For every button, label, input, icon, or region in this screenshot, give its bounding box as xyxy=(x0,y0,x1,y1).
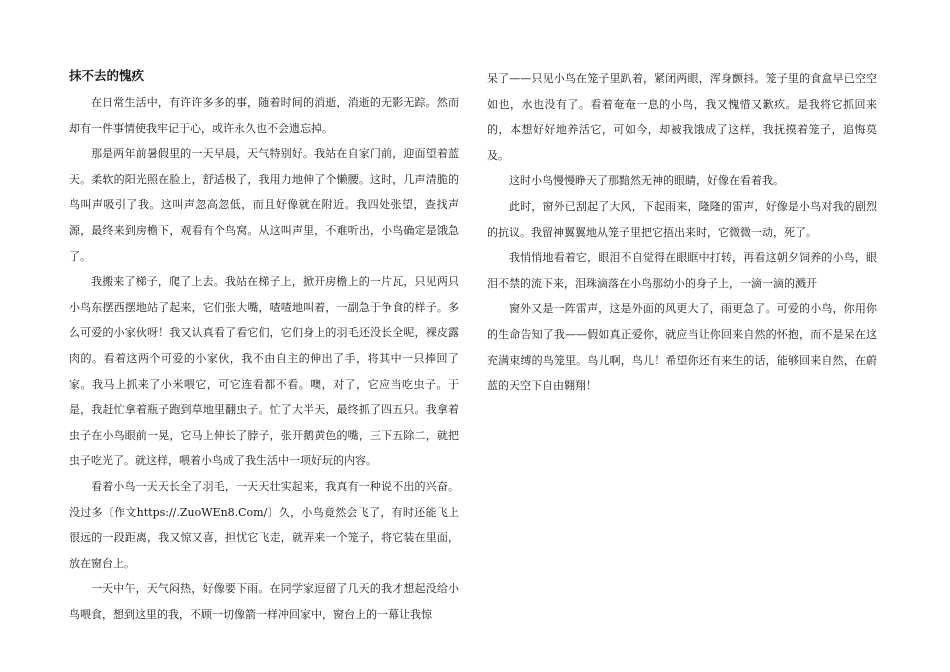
paragraph-7: 此时，窗外已刮起了大风，下起雨来，隆隆的雷声，好像是小鸟对我的剧烈的抗议。我留神翼翼地从笼子里把它捂出来时，它微微一动，死了。 xyxy=(487,199,877,239)
paragraph-9: 窗外又是一阵雷声，这是外面的风更大了，雨更急了。可爱的小鸟，你用你的生命告知了我——假如真正爱你，就应当让你回来自然的怀抱，而不是呆在这充满束缚的鸟笼里。鸟儿啊，鸟儿！希望你还有来生的话，能够回来自然，在蔚蓝的天空下自由翱翔！ xyxy=(487,302,877,393)
paragraph-5-continuation: 呆了——只见小鸟在笼子里趴着，紧闭两眼，浑身颤抖。笼子里的食盒早已空空如也，水也没有了。看着奄奄一息的小鸟，我又愧惜又歉疚。是我将它抓回来的，本想好好地养活它，可如今，却被我饿成了这样，我抚摸着笼子，追悔莫及。 xyxy=(487,72,877,162)
paragraph-2: 那是两年前暑假里的一天早晨，天气特别好。我站在自家门前，迎面望着蓝天。柔软的阳光照在脸上，舒适极了，我用力地伸了个懒腰。这时，几声清脆的鸟叫声吸引了我。这叫声忽高忽低，而且好像就在附近。我四处张望，查找声源，最终来到房檐下，观看有个鸟窝。从这叫声里，不难听出，小鸟确定是饿急了。 xyxy=(69,147,459,263)
paragraph-3: 我搬来了梯子，爬了上去。我站在梯子上，掀开房檐上的一片瓦，只见两只小鸟东摆西摆地站了起来，它们张大嘴，喳喳地叫着，一副急于争食的样子。多么可爱的小家伙呀！我又认真看了看它们，它们身上的羽毛还没长全呢，裸皮露肉的。看着这两个可爱的小家伙，我不由自主的伸出了手，将其中一只捧回了家。我马上抓来了小米喂它，可它连看都不看。噢，对了，它应当吃虫子。于是，我赶忙拿着瓶子跑到草地里翻虫子。忙了大半天，最终抓了四五只。我拿着虫子在小鸟眼前一晃，它马上伸长了脖子，张开鹅黄色的嘴，三下五除二，就把虫子吃光了。就这样，喂着小鸟成了我生活中一项好玩的内容。 xyxy=(69,275,459,468)
paragraph-4: 看着小鸟一天天长全了羽毛，一天天壮实起来，我真有一种说不出的兴奋。没过多〔作文https://.ZuoWEn8.Com/〕久，小鸟竟然会飞了，有时还能飞上很远的一段距离，我又惊又喜，担忧它飞走，就弄来一个笼子，将它装在里面，放在窗台上。 xyxy=(69,479,459,570)
paragraph-1: 在日常生活中，有许许多多的事，随着时间的消逝，消逝的无影无踪。然而却有一件事情使我牢记于心，或许永久也不会遗忘掉。 xyxy=(69,96,459,135)
paragraph-8: 我悄悄地看着它，眼泪不自觉得在眼眶中打转，再看这朝夕饲养的小鸟，眼泪不禁的流下来，泪珠滴落在小鸟那幼小的身子上，一滴一滴的溅开 xyxy=(487,251,877,290)
right-column xyxy=(487,66,877,399)
paragraph-6: 这时小鸟慢慢睁天了那黯然无神的眼睛，好像在看着我。 xyxy=(509,174,784,188)
article-title: 抹不去的愧疚 xyxy=(69,68,145,83)
left-column xyxy=(69,66,459,627)
paragraph-5: 一天中午，天气闷热，好像要下雨。在同学家逗留了几天的我才想起没给小鸟喂食，想到这里的我，不顾一切像箭一样冲回家中，窗台上的一幕让我惊 xyxy=(69,582,459,621)
